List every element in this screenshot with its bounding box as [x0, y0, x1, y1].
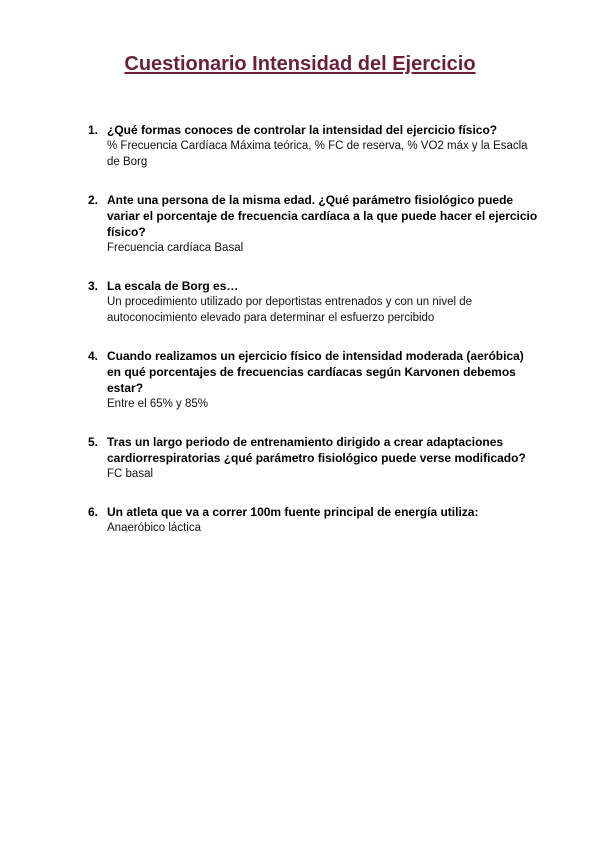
page-title: Cuestionario Intensidad del Ejercicio — [124, 53, 476, 75]
question-item-5 — [88, 434, 538, 482]
answer-text: FC basal — [107, 468, 154, 480]
question-text: Tras un largo periodo de entrenamiento dirigido a crear adaptaciones cardiorrespiratorias ¿qué parámetro fisiológico puede verse modificado? — [107, 435, 526, 465]
question-text: ¿Qué formas conoces de controlar la intensidad del ejercicio físico? — [107, 123, 498, 137]
question-number: 3. — [88, 279, 99, 293]
question-list — [88, 122, 538, 558]
question-text: Un atleta que va a correr 100m fuente principal de energía utiliza: — [107, 505, 479, 519]
answer-text: Entre el 65% y 85% — [107, 398, 209, 410]
question-number: 6. — [88, 505, 99, 519]
question-item-1 — [88, 122, 538, 170]
question-number: 5. — [88, 435, 99, 449]
question-item-4 — [88, 348, 538, 412]
question-text: La escala de Borg es… — [107, 279, 239, 293]
answer-text: Anaeróbico láctica — [107, 522, 201, 534]
question-item-2 — [88, 192, 538, 256]
question-number: 4. — [88, 349, 99, 363]
question-number: 1. — [88, 123, 99, 137]
answer-text: % Frecuencia Cardíaca Máxima teórica, % FC de reserva, % VO2 máx y la Esacla de Borg — [107, 140, 528, 168]
question-text: Ante una persona de la misma edad. ¿Qué parámetro fisiológico puede variar el porcentaje de frecuencia cardíaca a la que puede hacer el ejercicio físico? — [107, 193, 538, 239]
question-text: Cuando realizamos un ejercicio físico de intensidad moderada (aeróbica) en qué porcentajes de frecuencias cardíacas según Karvonen debemos estar? — [107, 349, 524, 395]
answer-text: Frecuencia cardíaca Basal — [107, 242, 244, 254]
question-item-3 — [88, 278, 538, 326]
question-item-6 — [88, 504, 538, 536]
answer-text: Un procedimiento utilizado por deportistas entrenados y con un nivel de autoconocimiento elevado para determinar el esfuerzo percibido — [107, 296, 473, 324]
question-number: 2. — [88, 193, 99, 207]
